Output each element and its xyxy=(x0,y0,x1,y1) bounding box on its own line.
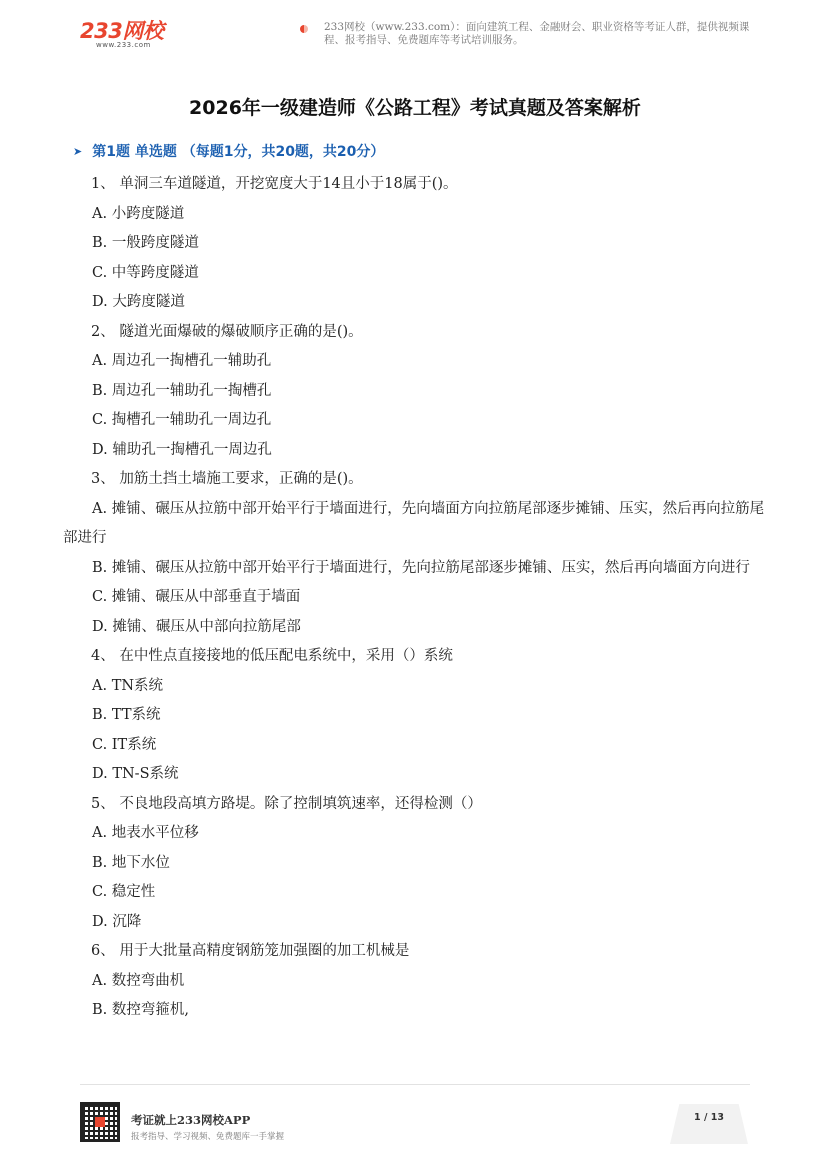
question-stem: 1、 单洞三车道隧道，开挖宽度大于14且小于18属于()。 xyxy=(91,176,458,192)
footer-app-promo: 考证就上233网校APP xyxy=(131,1113,251,1127)
answer-option: A. 周边孔一掏槽孔一辅助孔 xyxy=(92,353,272,369)
answer-option: B. 摊铺、碾压从拉筋中部开始平行于墙面进行，先向拉筋尾部逐步摊铺、压实，然后再向墙面方向进行 xyxy=(92,559,750,576)
answer-option: A. 数控弯曲机 xyxy=(92,972,185,989)
answer-option: B. 一般跨度隧道 xyxy=(92,235,199,251)
answer-option: A. 摊铺、碾压从拉筋中部开始平行于墙面进行，先向墙面方向拉筋尾部逐步摊铺、压实，然后再向拉筋尾部进行 xyxy=(63,500,765,546)
answer-option: C. 稳定性 xyxy=(92,884,156,900)
question-list xyxy=(63,170,768,1026)
answer-option: D. 大跨度隧道 xyxy=(92,294,185,310)
answer-option: D. TN-S系统 xyxy=(92,766,179,782)
answer-option: C. 摊铺、碾压从中部垂直于墙面 xyxy=(92,589,301,605)
answer-option: B. 周边孔一辅助孔一掏槽孔 xyxy=(92,382,272,399)
answer-option: C. IT系统 xyxy=(92,736,157,753)
question-stem: 3、 加筋土挡土墙施工要求，正确的是()。 xyxy=(91,471,363,487)
answer-option: B. 地下水位 xyxy=(92,854,170,871)
answer-option: B. 数控弯箍机, xyxy=(92,1002,189,1018)
brand-logo-url: www.233.com xyxy=(96,41,151,49)
section-heading-label: 第1题 单选题 （每题1分，共20题，共20分） xyxy=(92,144,385,160)
section-heading xyxy=(73,141,384,161)
answer-option: A. TN系统 xyxy=(92,677,164,694)
question-stem: 6、 用于大批量高精度钢筋笼加强圈的加工机械是 xyxy=(91,943,410,959)
footer-app-tagline: 报考指导、学习视频、免费题库一手掌握 xyxy=(131,1132,285,1142)
page-number-tab xyxy=(670,1104,748,1144)
answer-option: D. 沉降 xyxy=(92,913,142,930)
answer-option: A. 地表水平位移 xyxy=(92,825,199,841)
bullet-icon xyxy=(300,25,308,33)
footer-divider xyxy=(80,1084,750,1085)
qr-code-icon[interactable] xyxy=(80,1102,120,1142)
header-intro-text: 233网校（www.233.com）：面向建筑工程、金融财会、职业资格等考证人群，提供视频课程、报考指导、免费题库等考试培训服务。 xyxy=(324,21,750,46)
page-number: 1 / 13 xyxy=(694,1112,724,1123)
answer-option: D. 摊铺、碾压从中部向拉筋尾部 xyxy=(92,618,301,635)
page-header xyxy=(0,0,830,60)
question-stem: 4、 在中性点直接接地的低压配电系统中，采用（）系统 xyxy=(91,648,453,664)
answer-option: D. 辅助孔一掏槽孔一周边孔 xyxy=(92,441,272,458)
question-stem: 2、 隧道光面爆破的爆破顺序正确的是()。 xyxy=(91,323,363,340)
answer-option: B. TT系统 xyxy=(92,707,161,723)
answer-option: C. 掏槽孔一辅助孔一周边孔 xyxy=(92,412,272,428)
brand-logo[interactable]: 233网校 xyxy=(80,19,164,43)
answer-option: C. 中等跨度隧道 xyxy=(92,264,199,281)
answer-option: A. 小跨度隧道 xyxy=(92,205,185,222)
question-stem: 5、 不良地段高填方路堤。除了控制填筑速率，还得检测（） xyxy=(91,795,482,812)
page-title: 2026年一级建造师《公路工程》考试真题及答案解析 xyxy=(189,97,641,119)
chevron-right-icon: ➤ xyxy=(73,144,83,158)
